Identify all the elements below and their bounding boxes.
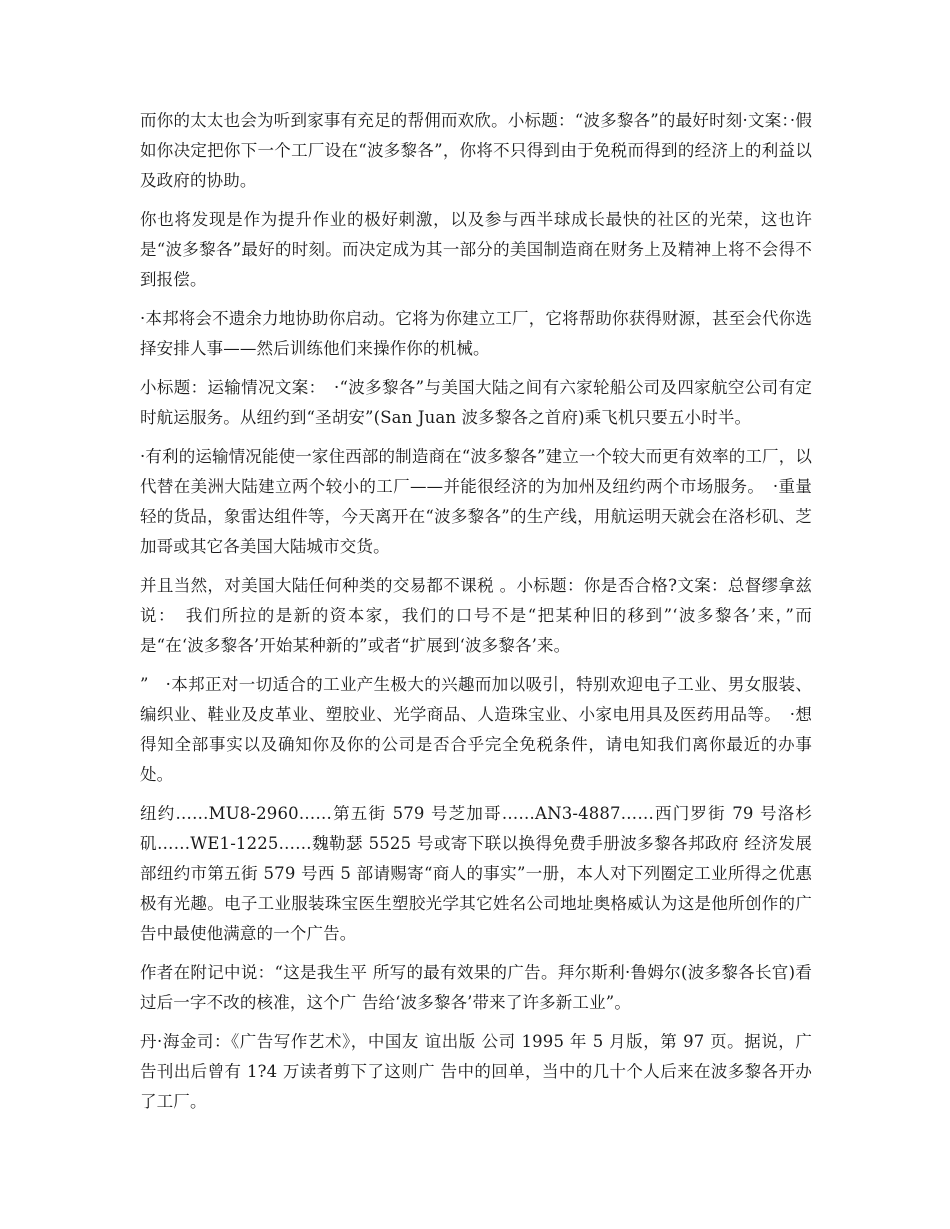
paragraph: 丹·海金司：《广告写作艺术》，中国友 谊出版 公司 1995 年 5 月版，第 97 页。据说，广告刊出后曾有 1?4 万读者剪下了这则广 告中的回单，当中的几十个人后来在波多黎各开办了工厂。 [140, 1032, 812, 1111]
document-body [140, 106, 812, 1126]
paragraph: ” ·本邦正对一切适合的工业产生极大的兴趣而加以吸引，特别欢迎电子工业、男女服装、编织业、鞋业及皮革业、塑胶业、光学商品、人造珠宝业、小家电用具及医药用品等。 ·想得知全部事实以及确知你及你的公司是否合乎完全免税条件，请电知我们离你最近的办事处。 [140, 675, 812, 784]
paragraph: 作者在附记中说：“这是我生平 所写的最有效果的广告。拜尔斯利·鲁姆尔(波多黎各长官)看过后一字不改的核准，这个广 告给‘波多黎各’带来了许多新工业”。 [140, 963, 812, 1012]
paragraph: ·本邦将会不遗余力地协助你启动。它将为你建立工厂，它将帮助你获得财源，甚至会代你选择安排人事——然后训练他们来操作你的机械。 [140, 309, 812, 358]
paragraph: ·有利的运输情况能使一家住西部的制造商在“波多黎各”建立一个较大而更有效率的工厂，以代替在美洲大陆建立两个较小的工厂——并能很经济的为加州及纽约两个市场服务。 ·重量轻的货品，象雷达组件等，今天离开在“波多黎各”的生产线，用航运明天就会在洛杉矶、芝加哥或其它各美国大陆城市交货。 [140, 447, 812, 556]
paragraph: 你也将发现是作为提升作业的极好刺激，以及参与西半球成长最快的社区的光荣，这也许是“波多黎各”最好的时刻。而决定成为其一部分的美国制造商在财务上及精神上将不会得不到报偿。 [140, 210, 812, 289]
paragraph: 而你的太太也会为听到家事有充足的帮佣而欢欣。小标题：“波多黎各”的最好时刻·文案：·假如你决定把你下一个工厂设在“波多黎各”，你将不只得到由于免税而得到的经济上的利益以及政府的协助。 [140, 111, 812, 190]
paragraph: 并且当然，对美国大陆任何种类的交易都不课税 。小标题：你是否合格?文案：总督缪拿兹说： 我们所拉的是新的资本家，我们的口号不是“把某种旧的移到”‘波多黎各’来，”而是“在‘波多黎各’开始某种新的”或者“扩展到‘波多黎各’来。 [140, 576, 812, 655]
paragraph: 纽约……MU8-2960……第五街 579 号芝加哥……AN3-4887……西门罗街 79 号洛杉矶……WE1-1225……魏勒瑟 5525 号或寄下联以换得免费手册波多黎各邦政府 经济发展部纽约市第五街 579 号西 5 部请赐寄“商人的事实”一册，本人对下列圈定工业所得之优惠极有光趣。电子工业服装珠宝医生塑胶光学其它姓名公司地址奥格威认为这是他所创作的广告中最使他满意的一个广告。 [140, 804, 812, 943]
paragraph: 小标题：运输情况文案： ·“波多黎各”与美国大陆之间有六家轮船公司及四家航空公司有定时航运服务。从纽约到“圣胡安”(San Juan 波多黎各之首府)乘飞机只要五小时半。 [140, 378, 812, 427]
